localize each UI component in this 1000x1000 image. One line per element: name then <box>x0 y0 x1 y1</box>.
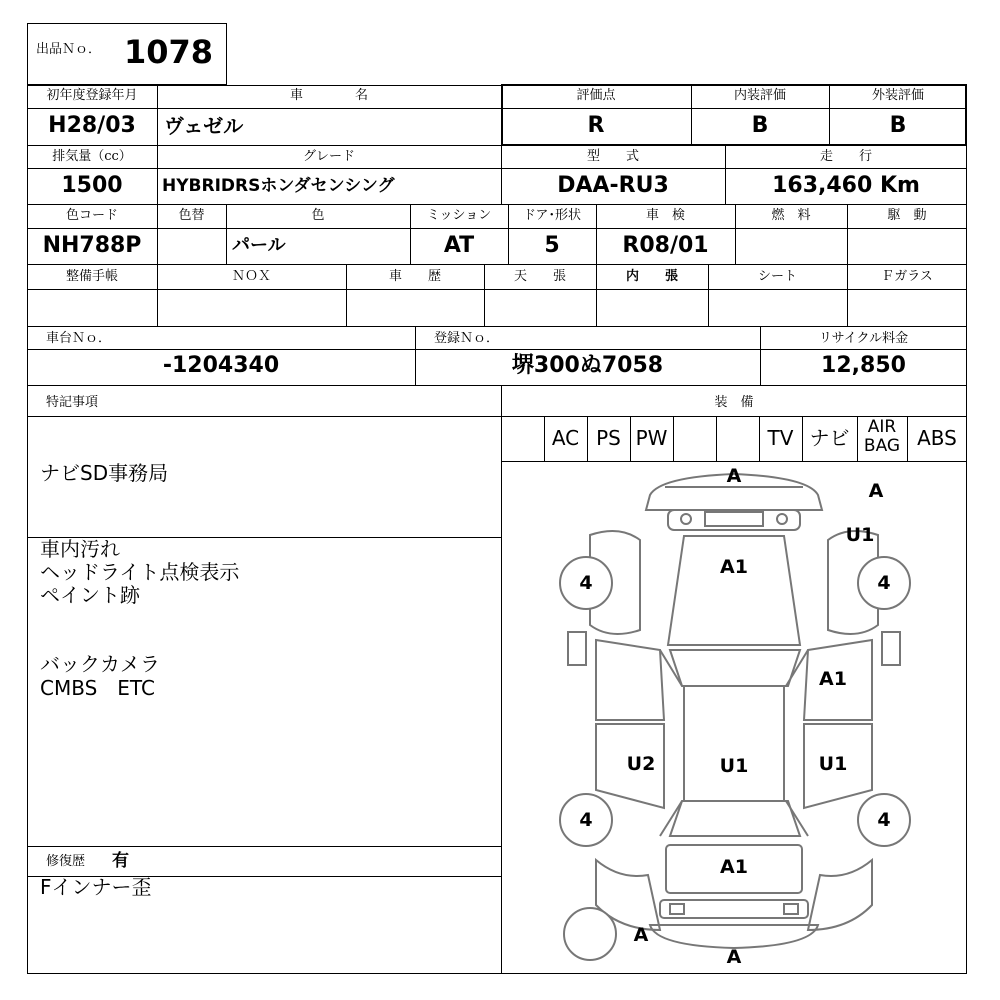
front-plate <box>705 512 763 526</box>
equip-airbag: AIR BAG <box>863 417 901 456</box>
label-interior-trim: 内 張 <box>625 269 678 284</box>
left-front-door <box>596 640 664 720</box>
value-registration-no: 堺300ぬ7058 <box>511 353 664 378</box>
rear-lamp-bar <box>660 900 808 918</box>
label-interior: 内装評価 <box>733 88 786 103</box>
label-remarks: 特記事項 <box>46 395 99 410</box>
hood-outline <box>668 536 800 645</box>
label-color-code: 色コード <box>65 208 118 223</box>
rule <box>27 846 501 847</box>
remark-line: CMBS ETC <box>40 676 155 700</box>
damage-mark-rear-bumper: A <box>726 946 742 968</box>
label-recycle-fee: リサイクル料金 <box>818 331 909 346</box>
label-fuel: 燃 料 <box>771 208 811 223</box>
label-registration-no: 登録Ｎｏ． <box>434 331 500 346</box>
rear-glass <box>670 801 800 836</box>
value-recycle-fee: 12,850 <box>821 353 906 378</box>
label-transmission: ミッション <box>426 208 492 223</box>
rear-lamp <box>670 904 684 914</box>
value-transmission: AT <box>443 233 475 258</box>
label-inspection: 車 検 <box>645 208 685 223</box>
rear-lamp <box>784 904 798 914</box>
rear-bumper-outline <box>650 925 818 948</box>
rule <box>27 264 967 265</box>
remark-line: ペイント跡 <box>40 583 140 607</box>
value-displacement: 1500 <box>61 173 123 198</box>
label-grade: グレード <box>302 149 355 164</box>
label-equipment: 装 備 <box>714 395 754 410</box>
rule <box>27 385 967 386</box>
damage-mark-right-fender: U1 <box>845 524 875 546</box>
value-car-name: ヴェゼル <box>164 114 244 138</box>
label-first-registration: 初年度登録年月 <box>46 88 138 103</box>
remark-line: バックカメラ <box>40 652 160 676</box>
label-exterior: 外装評価 <box>871 88 924 103</box>
rule <box>27 326 967 327</box>
value-score: R <box>587 113 605 138</box>
label-displacement: 排気量（cc） <box>52 149 132 164</box>
spare-tire <box>564 908 616 960</box>
remark-note: ナビSD事務局 <box>40 461 169 485</box>
label-score: 評価点 <box>576 88 616 103</box>
front-emblem <box>777 514 787 524</box>
right-mirror <box>882 632 900 665</box>
value-first-registration: H28/03 <box>48 113 136 138</box>
right-rear-fender <box>808 860 872 930</box>
value-color: パール <box>232 235 286 256</box>
rule <box>27 289 967 290</box>
damage-mark-trunk: A1 <box>720 856 748 878</box>
damage-mark-hood: A1 <box>720 556 748 578</box>
value-repair-history: 有 <box>112 851 129 871</box>
label-maintenance-book: 整備手帳 <box>65 269 118 284</box>
value-model: DAA-RU3 <box>557 173 669 198</box>
damage-mark-rear-left: A <box>633 924 649 946</box>
label-car-name: 車 名 <box>289 88 368 103</box>
value-inspection: R08/01 <box>622 233 709 258</box>
label-repair-history: 修復歴 <box>46 854 86 869</box>
rule <box>716 416 717 461</box>
front-emblem <box>681 514 691 524</box>
tire-label: 4 <box>877 809 891 831</box>
value-doors: 5 <box>544 233 560 258</box>
rule <box>673 416 674 461</box>
c-pillar <box>660 801 808 836</box>
equip-ac: AC <box>551 426 580 450</box>
value-color-code: NH788P <box>42 233 142 258</box>
damage-mark-right-rear-door: U1 <box>818 753 848 775</box>
repair-note: Fインナー歪 <box>40 875 152 899</box>
damage-mark-front-bumper: A <box>726 465 742 487</box>
equip-tv: TV <box>767 426 794 450</box>
equip-pw: PW <box>635 426 668 450</box>
tire-label: 4 <box>579 809 593 831</box>
damage-mark-front-right: A <box>868 480 884 502</box>
roof-outline <box>684 686 784 801</box>
label-model: 型 式 <box>586 149 639 164</box>
label-doors: ドア･形状 <box>522 208 582 223</box>
label-front-glass: Ｆガラス <box>881 269 933 284</box>
equip-ps: PS <box>596 426 621 450</box>
label-color-change: 色替 <box>178 208 205 223</box>
a-pillar <box>660 650 808 686</box>
tire-label: 4 <box>579 572 593 594</box>
damage-mark-right-front-door: A1 <box>819 668 847 690</box>
equip-navi: ナビ <box>809 426 850 450</box>
car-diagram <box>502 462 966 973</box>
value-grade: HYBRIDRSホンダセンシング <box>162 176 395 196</box>
lot-label: 出品Ｎｏ． <box>36 42 102 57</box>
remark-line: 車内汚れ <box>40 537 120 561</box>
damage-mark-roof: U1 <box>719 755 749 777</box>
label-drive: 駆 動 <box>887 208 927 223</box>
equip-abs: ABS <box>917 426 957 450</box>
rule <box>27 204 967 205</box>
label-nox: ＮＯＸ <box>231 269 271 284</box>
left-mirror <box>568 632 586 665</box>
value-mileage: 163,460 Km <box>772 173 920 198</box>
lot-number: 1078 <box>124 33 214 71</box>
label-mileage: 走 行 <box>819 149 872 164</box>
label-chassis-no: 車台Ｎｏ． <box>46 331 112 346</box>
label-headliner: 天 張 <box>513 269 566 284</box>
windshield <box>670 650 800 686</box>
value-exterior: B <box>889 113 907 138</box>
damage-mark-left-rear-door: U2 <box>626 753 656 775</box>
label-history: 車 歴 <box>388 269 441 284</box>
label-seat: シート <box>757 269 797 284</box>
label-color: 色 <box>311 208 325 223</box>
tire-label: 4 <box>877 572 891 594</box>
value-chassis-no: -1204340 <box>162 353 280 378</box>
remark-line: ヘッドライト点検表示 <box>40 560 240 584</box>
value-interior: B <box>751 113 769 138</box>
